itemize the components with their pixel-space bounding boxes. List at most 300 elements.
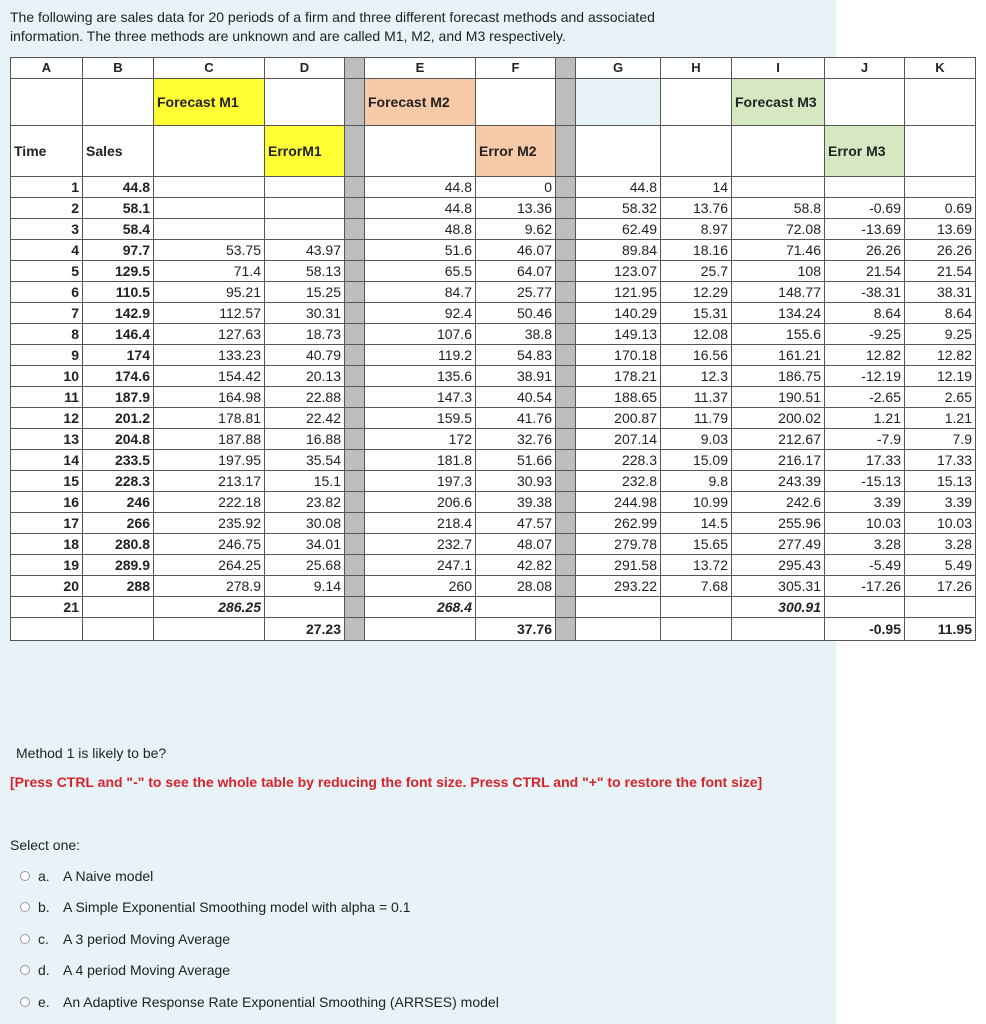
forecast-m2-cell: 218.4 — [365, 513, 476, 534]
forecast-m3-cell: 190.51 — [732, 387, 825, 408]
sales-cell: 44.8 — [83, 177, 154, 198]
forecast-m3-cell: 305.31 — [732, 576, 825, 597]
forecast-m2-cell: 44.8 — [365, 198, 476, 219]
error-m1-header: ErrorM1 — [265, 126, 345, 177]
sales-cell: 174 — [83, 345, 154, 366]
total-j: -0.95 — [825, 618, 905, 641]
forecast-m3-cell: 161.21 — [732, 345, 825, 366]
error-m3-cell: -13.69 — [825, 219, 905, 240]
col-letter-g: G — [576, 58, 661, 79]
g-value-cell: 228.3 — [576, 450, 661, 471]
error-m2-cell: 41.76 — [476, 408, 556, 429]
table-row — [11, 555, 976, 576]
abs-error-m3-cell: 17.33 — [905, 450, 976, 471]
forecast-m2-cell: 181.8 — [365, 450, 476, 471]
sales-cell: 58.4 — [83, 219, 154, 240]
forecast-m1-cell: 213.17 — [154, 471, 265, 492]
abs-error-m3-cell: 17.26 — [905, 576, 976, 597]
separator-cell — [556, 450, 576, 471]
col-letter-a: A — [11, 58, 83, 79]
separator-cell — [345, 58, 365, 79]
time-cell: 4 — [11, 240, 83, 261]
separator-cell — [345, 408, 365, 429]
separator-cell — [556, 513, 576, 534]
radio-icon[interactable] — [20, 997, 30, 1007]
h-value-cell: 18.16 — [661, 240, 732, 261]
forecast-m3-header: Forecast M3 — [732, 79, 825, 126]
error-m1-cell: 22.88 — [265, 387, 345, 408]
option-letter: c. — [38, 930, 49, 947]
forecast-m1-cell: 133.23 — [154, 345, 265, 366]
separator-cell — [556, 303, 576, 324]
error-m1-cell: 58.13 — [265, 261, 345, 282]
error-m2-cell: 25.77 — [476, 282, 556, 303]
error-m2-cell: 64.07 — [476, 261, 556, 282]
separator-cell — [345, 513, 365, 534]
time-header: Time — [11, 126, 83, 177]
error-m1-cell — [265, 198, 345, 219]
intro-line-2: information. The three methods are unknown and are called M1, M2, and M3 respectively. — [10, 28, 566, 44]
error-m2-cell: 38.91 — [476, 366, 556, 387]
forecast-m2-cell: 206.6 — [365, 492, 476, 513]
forecast-m2-cell: 232.7 — [365, 534, 476, 555]
forecast-m1-cell: 53.75 — [154, 240, 265, 261]
forecast-m3-cell: 295.43 — [732, 555, 825, 576]
h-value-cell: 25.7 — [661, 261, 732, 282]
error-m3-cell: -7.9 — [825, 429, 905, 450]
h-value-cell: 15.31 — [661, 303, 732, 324]
error-m3-cell: -17.26 — [825, 576, 905, 597]
forecast-m2-cell: 65.5 — [365, 261, 476, 282]
forecast-m3-cell: 71.46 — [732, 240, 825, 261]
forecast-m1-21: 286.25 — [154, 597, 265, 618]
forecast-m1-cell: 235.92 — [154, 513, 265, 534]
separator-cell — [556, 219, 576, 240]
error-m3-header: Error M3 — [825, 126, 905, 177]
table-row — [11, 513, 976, 534]
sales-cell: 142.9 — [83, 303, 154, 324]
sales-cell: 58.1 — [83, 198, 154, 219]
sales-cell: 246 — [83, 492, 154, 513]
font-size-warning: [Press CTRL and "-" to see the whole table by reducing the font size. Press CTRL and "+" to restore the font size] — [10, 774, 763, 790]
option-text[interactable]: A Simple Exponential Smoothing model with alpha = 0.1 — [63, 899, 411, 916]
forecast-m1-cell: 246.75 — [154, 534, 265, 555]
col-letter-h: H — [661, 58, 732, 79]
separator-cell — [556, 576, 576, 597]
forecast-m1-cell: 278.9 — [154, 576, 265, 597]
separator-cell — [345, 534, 365, 555]
forecast-m3-cell: 212.67 — [732, 429, 825, 450]
col-letter-f: F — [476, 58, 556, 79]
table-row — [11, 387, 976, 408]
forecast-m3-cell: 108 — [732, 261, 825, 282]
forecast-m3-cell: 242.6 — [732, 492, 825, 513]
error-m3-cell: 3.28 — [825, 534, 905, 555]
abs-error-m3-cell: 13.69 — [905, 219, 976, 240]
forecast-m2-cell: 260 — [365, 576, 476, 597]
error-m2-cell: 32.76 — [476, 429, 556, 450]
separator-cell — [345, 618, 365, 641]
separator-cell — [345, 126, 365, 177]
separator-cell — [556, 555, 576, 576]
error-m1-cell: 30.31 — [265, 303, 345, 324]
error-m1-cell: 40.79 — [265, 345, 345, 366]
forecast-m1-header: Forecast M1 — [154, 79, 265, 126]
abs-error-m3-cell: 9.25 — [905, 324, 976, 345]
abs-error-m3-cell: 0.69 — [905, 198, 976, 219]
forecast-m2-cell: 119.2 — [365, 345, 476, 366]
separator-cell — [556, 58, 576, 79]
forecast-m1-cell: 154.42 — [154, 366, 265, 387]
option-text[interactable]: An Adaptive Response Rate Exponential Smoothing (ARRSES) model — [63, 993, 499, 1010]
sales-cell: 204.8 — [83, 429, 154, 450]
forecast-m2-cell: 107.6 — [365, 324, 476, 345]
forecast-m1-cell: 264.25 — [154, 555, 265, 576]
separator-cell — [345, 219, 365, 240]
forecast-m2-cell: 247.1 — [365, 555, 476, 576]
forecast-m1-cell: 187.88 — [154, 429, 265, 450]
separator-cell — [345, 555, 365, 576]
radio-icon[interactable] — [20, 902, 30, 912]
table-row — [11, 324, 976, 345]
forecast-header-row — [11, 79, 976, 126]
table-row — [11, 366, 976, 387]
abs-error-m3-cell: 1.21 — [905, 408, 976, 429]
error-m2-cell: 30.93 — [476, 471, 556, 492]
column-letter-row — [11, 58, 976, 79]
table-row — [11, 177, 976, 198]
table-row — [11, 345, 976, 366]
total-error-m1: 27.23 — [265, 618, 345, 641]
table-row — [11, 240, 976, 261]
time-cell: 12 — [11, 408, 83, 429]
time-cell: 6 — [11, 282, 83, 303]
error-m2-cell: 39.38 — [476, 492, 556, 513]
sales-cell: 146.4 — [83, 324, 154, 345]
error-m3-cell: 21.54 — [825, 261, 905, 282]
error-m2-cell: 40.54 — [476, 387, 556, 408]
g-value-cell: 170.18 — [576, 345, 661, 366]
g-value-cell: 207.14 — [576, 429, 661, 450]
h-value-cell: 16.56 — [661, 345, 732, 366]
error-m3-cell: 8.64 — [825, 303, 905, 324]
g-value-cell: 89.84 — [576, 240, 661, 261]
sales-cell: 129.5 — [83, 261, 154, 282]
error-m3-cell: 26.26 — [825, 240, 905, 261]
forecast-m3-cell: 216.17 — [732, 450, 825, 471]
separator-cell — [345, 177, 365, 198]
data-rows — [11, 177, 976, 597]
forecast-m2-cell: 135.6 — [365, 366, 476, 387]
separator-cell — [345, 597, 365, 618]
radio-icon[interactable] — [20, 871, 30, 881]
separator-cell — [345, 429, 365, 450]
table-row — [11, 303, 976, 324]
abs-error-m3-cell: 8.64 — [905, 303, 976, 324]
error-m3-cell: -38.31 — [825, 282, 905, 303]
abs-error-m3-cell: 26.26 — [905, 240, 976, 261]
error-m1-cell: 16.88 — [265, 429, 345, 450]
separator-cell — [345, 198, 365, 219]
g-value-cell: 178.21 — [576, 366, 661, 387]
radio-icon[interactable] — [20, 934, 30, 944]
error-m2-cell: 47.57 — [476, 513, 556, 534]
col-letter-k: K — [905, 58, 976, 79]
error-m3-cell: -2.65 — [825, 387, 905, 408]
col-letter-d: D — [265, 58, 345, 79]
separator-cell — [345, 282, 365, 303]
time-cell: 19 — [11, 555, 83, 576]
h-value-cell: 14 — [661, 177, 732, 198]
error-m1-cell: 43.97 — [265, 240, 345, 261]
time-cell: 8 — [11, 324, 83, 345]
option-c[interactable] — [20, 923, 499, 955]
separator-cell — [556, 534, 576, 555]
g-value-cell: 62.49 — [576, 219, 661, 240]
error-m1-cell — [265, 177, 345, 198]
forecast-m2-header: Forecast M2 — [365, 79, 476, 126]
separator-cell — [556, 79, 576, 126]
separator-cell — [556, 177, 576, 198]
time-cell: 21 — [11, 597, 83, 618]
separator-cell — [556, 240, 576, 261]
abs-error-m3-cell: 5.49 — [905, 555, 976, 576]
forecast-m1-cell: 197.95 — [154, 450, 265, 471]
separator-cell — [556, 387, 576, 408]
forecast-m3-cell: 255.96 — [732, 513, 825, 534]
separator-cell — [345, 261, 365, 282]
forecast-m1-cell: 178.81 — [154, 408, 265, 429]
col-letter-j: J — [825, 58, 905, 79]
error-m1-cell: 9.14 — [265, 576, 345, 597]
option-a[interactable] — [20, 860, 499, 892]
g-value-cell: 44.8 — [576, 177, 661, 198]
column-header-row — [11, 126, 976, 177]
forecast-m1-cell — [154, 198, 265, 219]
forecast-m3-cell: 277.49 — [732, 534, 825, 555]
time-cell: 9 — [11, 345, 83, 366]
time-cell: 5 — [11, 261, 83, 282]
forecast-m3-21: 300.91 — [732, 597, 825, 618]
forecast-m2-cell: 92.4 — [365, 303, 476, 324]
forecast-m2-cell: 159.5 — [365, 408, 476, 429]
separator-cell — [556, 408, 576, 429]
forecast-m2-cell: 197.3 — [365, 471, 476, 492]
col-letter-b: B — [83, 58, 154, 79]
separator-cell — [556, 126, 576, 177]
g-value-cell: 149.13 — [576, 324, 661, 345]
time-cell: 17 — [11, 513, 83, 534]
option-letter: e. — [38, 993, 50, 1010]
error-m1-cell: 35.54 — [265, 450, 345, 471]
forecast-m2-cell: 51.6 — [365, 240, 476, 261]
sales-cell: 187.9 — [83, 387, 154, 408]
error-m3-cell: -0.69 — [825, 198, 905, 219]
sales-cell: 280.8 — [83, 534, 154, 555]
h-value-cell: 7.68 — [661, 576, 732, 597]
h-value-cell: 15.09 — [661, 450, 732, 471]
separator-cell — [556, 261, 576, 282]
table-row — [11, 576, 976, 597]
sales-cell: 289.9 — [83, 555, 154, 576]
time-cell: 14 — [11, 450, 83, 471]
option-text[interactable]: A 3 period Moving Average — [63, 930, 231, 947]
col-letter-e: E — [365, 58, 476, 79]
error-m3-cell: -9.25 — [825, 324, 905, 345]
time-cell: 11 — [11, 387, 83, 408]
time-cell: 18 — [11, 534, 83, 555]
g-value-cell: 58.32 — [576, 198, 661, 219]
sales-cell: 228.3 — [83, 471, 154, 492]
separator-cell — [556, 366, 576, 387]
forecast-m1-cell: 164.98 — [154, 387, 265, 408]
error-m3-cell: 17.33 — [825, 450, 905, 471]
totals-row — [11, 618, 976, 641]
option-text[interactable]: A 4 period Moving Average — [63, 962, 231, 979]
error-m1-cell: 15.1 — [265, 471, 345, 492]
error-m2-header: Error M2 — [476, 126, 556, 177]
h-value-cell: 11.79 — [661, 408, 732, 429]
table-row — [11, 219, 976, 240]
time-cell: 13 — [11, 429, 83, 450]
abs-error-m3-cell: 10.03 — [905, 513, 976, 534]
h-value-cell: 13.76 — [661, 198, 732, 219]
h-value-cell: 14.5 — [661, 513, 732, 534]
total-k: 11.95 — [905, 618, 976, 641]
time-cell: 3 — [11, 219, 83, 240]
intro-line-1: The following are sales data for 20 periods of a firm and three different forecast methods and associated — [10, 9, 655, 25]
g-value-cell: 232.8 — [576, 471, 661, 492]
abs-error-m3-cell: 38.31 — [905, 282, 976, 303]
col-letter-c: C — [154, 58, 265, 79]
error-m3-cell: -5.49 — [825, 555, 905, 576]
forecast-m2-cell: 48.8 — [365, 219, 476, 240]
error-m2-cell: 48.07 — [476, 534, 556, 555]
g-value-cell: 293.22 — [576, 576, 661, 597]
error-m1-cell: 25.68 — [265, 555, 345, 576]
abs-error-m3-cell: 12.82 — [905, 345, 976, 366]
option-d[interactable] — [20, 955, 499, 987]
error-m1-cell: 34.01 — [265, 534, 345, 555]
sales-cell: 201.2 — [83, 408, 154, 429]
time-cell: 16 — [11, 492, 83, 513]
abs-error-m3-cell: 15.13 — [905, 471, 976, 492]
h-value-cell: 11.37 — [661, 387, 732, 408]
option-text[interactable]: A Naive model — [63, 867, 154, 884]
abs-error-m3-cell: 3.28 — [905, 534, 976, 555]
separator-cell — [556, 282, 576, 303]
time-cell: 10 — [11, 366, 83, 387]
table-row — [11, 282, 976, 303]
table-row — [11, 408, 976, 429]
error-m2-cell: 9.62 — [476, 219, 556, 240]
select-one-label: Select one: — [10, 837, 81, 853]
forecast-m3-cell: 58.8 — [732, 198, 825, 219]
error-m2-cell: 42.82 — [476, 555, 556, 576]
error-m3-cell: -12.19 — [825, 366, 905, 387]
table-row — [11, 471, 976, 492]
separator-cell — [556, 471, 576, 492]
separator-cell — [556, 597, 576, 618]
g-value-cell: 188.65 — [576, 387, 661, 408]
g-value-cell: 121.95 — [576, 282, 661, 303]
h-value-cell: 13.72 — [661, 555, 732, 576]
forecast-m3-cell: 200.02 — [732, 408, 825, 429]
h-value-cell: 10.99 — [661, 492, 732, 513]
g-value-cell: 279.78 — [576, 534, 661, 555]
separator-cell — [345, 576, 365, 597]
h-value-cell: 12.08 — [661, 324, 732, 345]
error-m2-cell: 46.07 — [476, 240, 556, 261]
forecast-m1-cell: 127.63 — [154, 324, 265, 345]
error-m1-cell: 18.73 — [265, 324, 345, 345]
g-value-cell: 140.29 — [576, 303, 661, 324]
option-letter: d. — [38, 962, 50, 979]
separator-cell — [556, 492, 576, 513]
total-error-m2: 37.76 — [476, 618, 556, 641]
error-m3-cell: 3.39 — [825, 492, 905, 513]
separator-cell — [345, 324, 365, 345]
abs-error-m3-cell: 21.54 — [905, 261, 976, 282]
answer-options — [20, 860, 499, 1018]
error-m3-cell — [825, 177, 905, 198]
forecast-m2-cell: 172 — [365, 429, 476, 450]
sales-cell: 233.5 — [83, 450, 154, 471]
sales-cell: 110.5 — [83, 282, 154, 303]
error-m2-cell: 0 — [476, 177, 556, 198]
forecast-m3-cell: 148.77 — [732, 282, 825, 303]
abs-error-m3-cell: 12.19 — [905, 366, 976, 387]
forecast-m1-cell — [154, 219, 265, 240]
forecast-m3-cell: 243.39 — [732, 471, 825, 492]
error-m3-cell: -15.13 — [825, 471, 905, 492]
error-m1-cell: 23.82 — [265, 492, 345, 513]
separator-cell — [556, 324, 576, 345]
radio-icon[interactable] — [20, 965, 30, 975]
separator-cell — [556, 618, 576, 641]
forecast-m1-cell: 222.18 — [154, 492, 265, 513]
separator-cell — [345, 303, 365, 324]
sales-forecast-table — [10, 57, 976, 641]
option-letter: a. — [38, 867, 50, 884]
table-row — [11, 429, 976, 450]
error-m3-cell: 12.82 — [825, 345, 905, 366]
option-e[interactable] — [20, 986, 499, 1018]
forecast-m3-cell: 72.08 — [732, 219, 825, 240]
separator-cell — [556, 429, 576, 450]
time-cell: 20 — [11, 576, 83, 597]
sales-cell: 97.7 — [83, 240, 154, 261]
g-value-cell: 123.07 — [576, 261, 661, 282]
g-value-cell: 244.98 — [576, 492, 661, 513]
error-m2-cell: 38.8 — [476, 324, 556, 345]
forecast-m2-21: 268.4 — [365, 597, 476, 618]
separator-cell — [345, 79, 365, 126]
sales-cell: 174.6 — [83, 366, 154, 387]
option-b[interactable] — [20, 892, 499, 924]
error-m3-cell: 1.21 — [825, 408, 905, 429]
separator-cell — [556, 345, 576, 366]
question-text: Method 1 is likely to be? — [16, 745, 167, 761]
forecast-m2-cell: 44.8 — [365, 177, 476, 198]
sales-cell: 266 — [83, 513, 154, 534]
col-letter-i: I — [732, 58, 825, 79]
abs-error-m3-cell: 3.39 — [905, 492, 976, 513]
h-value-cell: 8.97 — [661, 219, 732, 240]
error-m2-cell: 54.83 — [476, 345, 556, 366]
question-intro — [10, 8, 810, 46]
separator-cell — [556, 198, 576, 219]
